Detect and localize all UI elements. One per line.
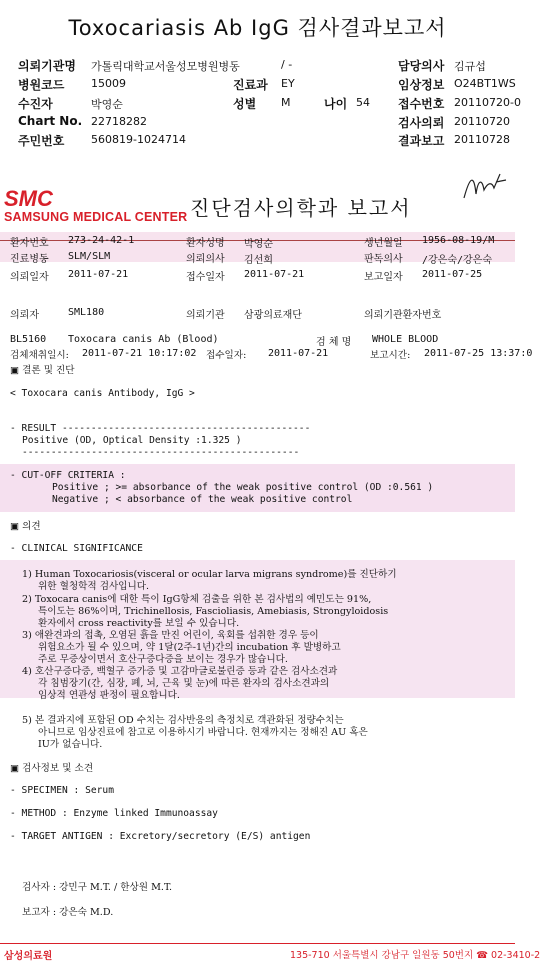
specimen-line: - SPECIMEN : Serum [10, 785, 114, 796]
header-value: 박영순 [91, 98, 123, 111]
patient-value: 2011-07-21 [68, 269, 129, 280]
header-label: 주민번호 [18, 134, 65, 148]
header-value: M [281, 96, 291, 109]
opinion-heading: ▣ 의견 [10, 521, 41, 532]
cutoff-negative: Negative ; < absorbance of the weak positive control [52, 494, 353, 505]
patient-label: 판독의사 [364, 254, 403, 265]
patient-value: /강은숙/강은숙 [422, 255, 493, 266]
header-label: 나이 [324, 97, 348, 111]
patient-value: 김선희 [244, 255, 273, 266]
test-code: BL5160 [10, 334, 47, 345]
list-item: 특이도는 86%이며, Trichinellosis, Fascioliasis, Amebiasis, Strongyloidosis [38, 606, 389, 617]
header-label: 담당의사 [398, 59, 445, 73]
test-name: Toxocara canis Ab (Blood) [68, 334, 219, 345]
header-label: 결과보고 [398, 134, 445, 148]
antigen-line: - TARGET ANTIGEN : Excretory/secretory (E/S) antigen [10, 831, 311, 842]
patient-label: 생년월일 [364, 238, 403, 249]
collect-value: 2011-07-21 10:17:02 [82, 348, 197, 359]
header-label: 의뢰기관명 [18, 59, 76, 73]
info-heading: ▣ 검사정보 및 소견 [10, 763, 94, 774]
patient-label: 의뢰기관환자번호 [364, 310, 442, 321]
header-value: 560819-1024714 [91, 133, 186, 146]
report-title: 진단검사의학과 보고서 [190, 196, 412, 220]
clinical-heading: - CLINICAL SIGNIFICANCE [10, 543, 143, 554]
header-value: 15009 [91, 77, 126, 90]
list-item: 아니므로 임상진료에 참고로 이용하시기 바랍니다. 현재까지는 정해진 AU 혹은 [38, 727, 368, 738]
header-label: 성별 [233, 97, 257, 111]
reporter-line: 보고자 : 강은숙 M.D. [22, 907, 114, 918]
specimen-value: WHOLE BLOOD [372, 334, 439, 345]
header-value: 가톨릭대학교서울성모병원병동 [91, 60, 240, 73]
list-item: 위한 혈청학적 검사입니다. [38, 581, 150, 592]
list-item: 2) Toxocara canis에 대한 특이 IgG항체 검출을 위한 본 검사법의 예민도는 91%, [22, 594, 372, 605]
list-item: 주로 무증상이면서 호산구증다증을 보이는 경우가 많습니다. [38, 654, 288, 665]
tester-line: 검사자 : 강민구 M.T. / 한상원 M.T. [22, 882, 172, 893]
header-value: 54 [356, 96, 370, 109]
header-value: 22718282 [91, 115, 147, 128]
cutoff-positive: Positive ; >= absorbance of the weak positive control (OD :0.561 ) [52, 482, 434, 493]
patient-value: 2011-07-25 [422, 269, 483, 280]
result-rule: ------------------------------------------------ [22, 447, 300, 458]
list-item: 환자에서 cross reactivity를 보일 수 있습니다. [38, 618, 240, 629]
result-line: - RESULT ------------------------------------------- [10, 423, 311, 434]
patient-value: 1956-08-19/M [422, 235, 495, 246]
header-label: Chart No. [18, 114, 83, 128]
patient-label: 접수일자 [186, 272, 225, 283]
patient-value: 박영순 [244, 239, 273, 250]
header-label: 병원코드 [18, 78, 65, 92]
patient-value: SML180 [68, 307, 105, 318]
header-value: 20110720-0 [454, 96, 521, 109]
signature-icon [460, 168, 510, 208]
patient-label: 진료병동 [10, 254, 49, 265]
header-value: / - [281, 58, 293, 71]
result-heading: ▣ 결론 및 진단 [10, 365, 75, 376]
smc-logo: SMC [4, 186, 53, 211]
header-label: 임상정보 [398, 78, 445, 92]
list-item: 3) 애완견과의 접촉, 오염된 흙을 만진 어린이, 육회를 섭취한 경우 등이 [22, 630, 319, 641]
footer-hospital: 삼성의료원 [4, 951, 53, 962]
report-time-label: 보고시간: [370, 350, 411, 361]
patient-label: 의뢰일자 [10, 272, 49, 283]
positive-result: Positive (OD, Optical Density :1.325 ) [22, 435, 242, 446]
patient-value: 삼광의료재단 [244, 310, 302, 321]
list-item: 각 침범장기(간, 심장, 폐, 뇌, 근육 및 눈)에 따른 환자의 검사소견과의 [38, 678, 330, 689]
patient-value: SLM/SLM [68, 251, 111, 262]
specimen-label: 검 체 명 [316, 337, 352, 348]
method-line: - METHOD : Enzyme linked Immunoassay [10, 808, 218, 819]
report-time-value: 2011-07-25 13:37:0 [424, 348, 533, 359]
list-item: 위험요소가 될 수 있으며, 약 1달(2주-1년)간의 incubation 후 발병하고 [38, 642, 341, 653]
list-item: 임상적 연관성 판정이 필요합니다. [38, 690, 180, 701]
cutoff-title: - CUT-OFF CRITERIA : [10, 470, 126, 481]
header-value: 20110720 [454, 115, 510, 128]
footer-address: 135-710 서울특별시 강남구 일원동 50번지 ☎ 02-3410-2 [290, 950, 540, 961]
patient-label: 환자번호 [10, 238, 49, 249]
list-item: 4) 호산구증다증, 백혈구 증가증 및 고감마글로불린증 등과 같은 검사소견과 [22, 666, 338, 677]
patient-label: 의뢰기관 [186, 310, 225, 321]
header-value: EY [281, 77, 295, 90]
collect-label: 검체채취일시: [10, 350, 69, 361]
patient-label: 보고일자 [364, 272, 403, 283]
header-value: 김규섭 [454, 60, 486, 73]
patient-label: 의뢰의사 [186, 254, 225, 265]
list-item: 1) Human Toxocariosis(visceral or ocular larva migrans syndrome)를 진단하기 [22, 569, 397, 580]
patient-label: 의뢰자 [10, 310, 39, 321]
header-label: 접수번호 [398, 97, 445, 111]
header-value: 20110728 [454, 133, 510, 146]
patient-label: 환자성명 [186, 238, 225, 249]
receive-label: 접수일자: [206, 350, 247, 361]
patient-value: 2011-07-21 [244, 269, 305, 280]
antibody-title: < Toxocara canis Antibody, IgG > [10, 388, 195, 399]
header-label: 수진자 [18, 97, 53, 111]
header-label: 진료과 [233, 78, 268, 92]
header-label: 검사의뢰 [398, 116, 445, 130]
receive-value: 2011-07-21 [268, 348, 329, 359]
report-title-header: Toxocariasis Ab IgG 검사결과보고서 [68, 16, 447, 40]
header-value: O24BT1WS [454, 77, 516, 90]
list-item: 5) 본 결과지에 포함된 OD 수치는 검사반응의 측정치로 객관화된 정량수치는 [22, 715, 344, 726]
list-item: IU가 없습니다. [38, 739, 103, 750]
patient-value: 273-24-42-1 [68, 235, 135, 246]
hospital-name: SAMSUNG MEDICAL CENTER [4, 210, 188, 224]
